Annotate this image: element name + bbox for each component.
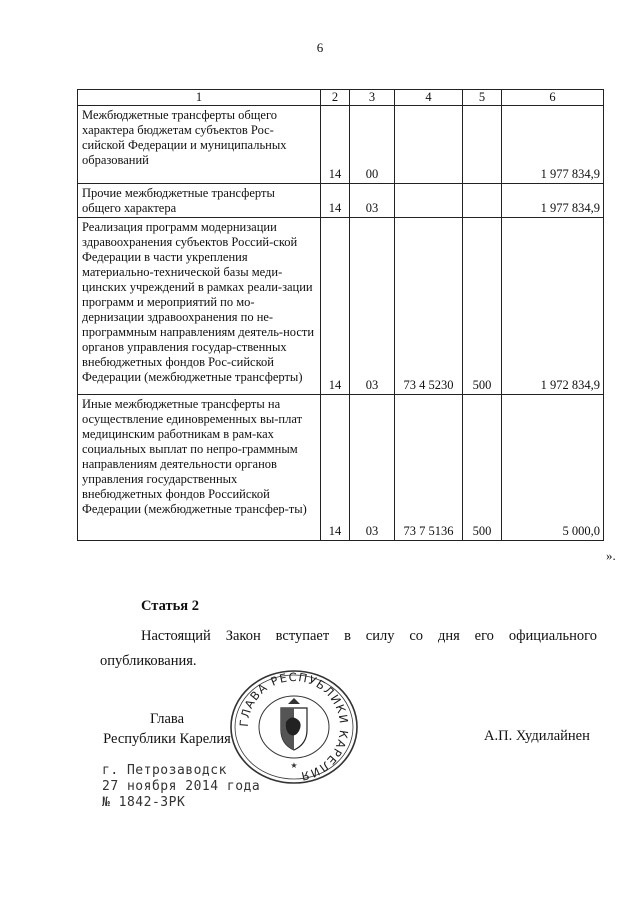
signatory-title-line: Республики Карелия <box>103 731 231 747</box>
row-name-cell: Иные межбюджетные трансферты на осуществление единовременных вы-плат медицинским работникам в рам-ках социальных выплат по непро-граммным направлениям деятельности органов управления государственных внебюджетных фондов Российской Федерации (межбюджетные трансфер-ты) <box>78 395 321 541</box>
coat-of-arms-icon <box>281 698 307 750</box>
header-cell: 6 <box>502 90 604 106</box>
expense-type-cell: 500 <box>463 395 502 541</box>
article-text: Настоящий Закон вступает в силу со дня его официального опубликования. <box>100 628 597 669</box>
table-row <box>78 395 604 541</box>
amount-cell: 5 000,0 <box>502 395 604 541</box>
header-cell: 5 <box>463 90 502 106</box>
section-cell: 14 <box>321 106 350 184</box>
article-title: Статья 2 <box>141 598 199 614</box>
stamp-city: г. Петрозаводск <box>102 763 227 778</box>
budget-table <box>77 89 604 541</box>
header-cell: 4 <box>395 90 463 106</box>
table-row <box>78 106 604 184</box>
stamp-date: 27 ноября 2014 года <box>102 779 261 794</box>
table-row <box>78 184 604 218</box>
signatory-title <box>99 709 235 749</box>
seal-text: ГЛАВА РЕСПУБЛИКИ КАРЕЛИЯ <box>236 669 352 784</box>
section-cell: 14 <box>321 184 350 218</box>
table-row <box>78 218 604 395</box>
header-cell: 3 <box>350 90 395 106</box>
expense-type-cell <box>463 106 502 184</box>
amount-cell: 1 972 834,9 <box>502 218 604 395</box>
stamp-number: № 1842-ЗРК <box>102 795 186 810</box>
target-article-cell: 73 4 5230 <box>395 218 463 395</box>
row-name-cell: Реализация программ модернизации здравоохранения субъектов Россий-ской Федерации в части укрепления материально-технической базы меди-цинских учреждений в рамках реали-зации программ и мероприятий по мо-дернизации здравоохранения по не-программным направлениям деятель-ности органов управления государ-ственных внебюджетных фондов Рос-сийской Федерации (межбюджетные трансферты) <box>78 218 321 395</box>
subsection-cell: 03 <box>350 395 395 541</box>
subsection-cell: 00 <box>350 106 395 184</box>
row-name-cell: Межбюджетные трансферты общего характера бюджетам субъектов Рос-сийской Федерации и муниципальных образований <box>78 106 321 184</box>
target-article-cell <box>395 106 463 184</box>
table-header-row <box>78 90 604 106</box>
subsection-cell: 03 <box>350 218 395 395</box>
subsection-cell: 03 <box>350 184 395 218</box>
row-name-cell: Прочие межбюджетные трансферты общего характера <box>78 184 321 218</box>
amount-cell: 1 977 834,9 <box>502 106 604 184</box>
signatory-title-line: Глава <box>149 711 185 727</box>
amount-cell: 1 977 834,9 <box>502 184 604 218</box>
header-cell: 2 <box>321 90 350 106</box>
closing-quote-mark: ». <box>606 548 616 563</box>
expense-type-cell: 500 <box>463 218 502 395</box>
section-cell: 14 <box>321 218 350 395</box>
svg-text:★: ★ <box>290 761 298 770</box>
page-number: 6 <box>316 40 324 55</box>
target-article-cell: 73 7 5136 <box>395 395 463 541</box>
header-cell: 1 <box>78 90 321 106</box>
target-article-cell <box>395 184 463 218</box>
expense-type-cell <box>463 184 502 218</box>
signatory-name: А.П. Худилайнен <box>484 728 590 744</box>
section-cell: 14 <box>321 395 350 541</box>
registration-stamp <box>102 763 260 811</box>
